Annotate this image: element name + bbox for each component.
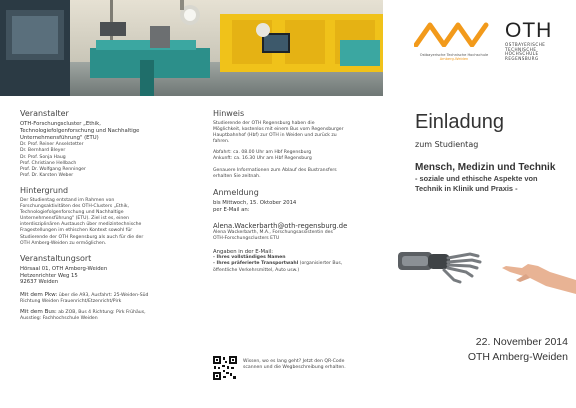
ort-bus-line-1: ab ZOB, Bus 4 Richtung: Pirk Frühäus,: [58, 310, 146, 316]
hinweis-more-1: Genauere Informationen zum Ablauf des Bustransfers: [213, 167, 337, 173]
qr-caption-line-2: scannen und die Wegbeschreibung erhalten.: [243, 365, 346, 371]
qr-caption-line-1: Wissen, wo es lang geht? Jetzt den QR-Code: [243, 359, 345, 364]
hintergrund-line-6: Fragestellungen im ethischen Kontext sowohl für: [20, 228, 133, 234]
oth-r-line-2: TECHNISCHE: [505, 46, 537, 52]
oth-aw-logo-line2: Amberg-Weiden: [439, 57, 469, 62]
center-column: [213, 109, 383, 274]
ort-address-line-2: Hetzenrichter Weg 15: [20, 272, 78, 279]
hinweis-time-1: Abfahrt: ca. 08.00 Uhr am Hbf Regensburg: [213, 150, 312, 156]
hintergrund-line-7: Studierende der OTH Regensburg als auch für die der: [20, 234, 144, 240]
oth-r-line-1: OSTBAYERISCHE: [505, 42, 546, 47]
oth-r-mark: OTH: [505, 19, 553, 42]
event-date: 22. November 2014: [475, 336, 568, 348]
hintergrund-line-4: Unternehmensführung" (ETU). Ziel ist es, einen: [20, 216, 129, 222]
anmeldung-deadline-2: per E-Mail an:: [213, 206, 250, 213]
hintergrund-line-8: OTH Amberg-Weiden zu ermöglichen.: [20, 240, 107, 246]
hintergrund-line-1: Der Studientag entstand im Rahmen von: [20, 197, 115, 203]
ort-pkw-line-1: über die A93, Ausfahrt: 25-Weiden-Süd: [58, 293, 149, 299]
anmeldung-mail-heading: Angaben in der E-Mail:: [213, 248, 274, 255]
oth-r-line-4: REGENSBURG: [505, 55, 539, 61]
veranstalter-org: [20, 121, 198, 141]
oth-aw-logo-line1: Ostbayerische Technische Hochschule: [419, 53, 489, 57]
event-topic: Mensch, Medizin und Technik: [415, 162, 556, 173]
anmeldung-item-2-extra: (organisierter Bus,: [299, 261, 343, 267]
person-4: Prof. Christiane Hellbach: [20, 160, 77, 166]
hinweis-line-4: fahren.: [213, 139, 230, 145]
hinweis-time-2: Ankunft: ca. 16.30 Uhr am Hbf Regensburg: [213, 156, 312, 162]
hinweis-heading: Hinweis: [213, 109, 245, 118]
right-column: [398, 110, 576, 194]
person-2: Dr. Bernhard Bleyer: [20, 148, 66, 154]
anmeldung-deadline: [213, 200, 383, 214]
oth-aw-logo-text: [414, 53, 494, 62]
qr-code[interactable]: [213, 356, 237, 380]
header-photo-operating-room: [0, 0, 383, 96]
anmeldung-heading: Anmeldung: [213, 187, 259, 197]
event-topic-sub: [415, 174, 576, 194]
person-3: Dr. Prof. Sonja Haug: [20, 154, 66, 160]
robot-human-hands-image: [398, 236, 576, 306]
ort-bus-line-2: Ausstieg: Fachhochschule Weiden: [20, 316, 98, 322]
veranstalter-heading: Veranstalter: [20, 109, 69, 118]
hinweis-line-1: Studierende der OTH Regensburg haben die: [213, 121, 315, 126]
anmeldung-item-2: - Ihres präferierte Transportwahl: [213, 261, 299, 267]
hinweis-more: [213, 168, 383, 180]
hinweis-text: [213, 121, 383, 145]
ort-address-line-3: 92637 Weiden: [20, 279, 59, 286]
person-6: Prof. Dr. Karsten Weber: [20, 172, 74, 178]
oth-amberg-weiden-logo: [414, 21, 494, 65]
event-topic-sub-2: Technik in Klinik und Praxis -: [415, 184, 518, 193]
person-5: Prof. Dr. Wolfgang Renninger: [20, 166, 86, 172]
oth-regensburg-logo: [505, 20, 571, 66]
hintergrund-text: [20, 198, 198, 247]
hintergrund-line-2: Forschungsaktivitäten des OTH-Clusters „Ethik,: [20, 204, 129, 210]
veranstalter-org-line-1: OTH-Forschungscluster „Ethik,: [20, 121, 101, 127]
hinweis-times: [213, 150, 383, 162]
veranstalter-people: [20, 142, 198, 179]
oth-r-line-3: HOCHSCHULE: [505, 51, 539, 57]
event-topic-sub-1: - soziale und ethische Aspekte von: [415, 174, 538, 183]
event-place: OTH Amberg-Weiden: [467, 351, 568, 363]
oth-aw-wave-mark: [414, 21, 494, 47]
anmeldung-contact: [213, 230, 383, 242]
ort-bus-label: Mit dem Bus:: [20, 309, 57, 316]
hinweis-line-3: Hauptbahnhof (Hbf) zur OTH in Weiden und zurück zu: [213, 133, 337, 139]
hinweis-more-2: erhalten Sie zeitnah.: [213, 173, 261, 179]
anmeldung-items: [213, 255, 383, 273]
qr-caption: [243, 359, 383, 371]
veranstalter-org-line-3: Unternehmensführung" (ETU): [20, 134, 99, 141]
oth-r-lines: [505, 43, 571, 61]
anmeldung-item-2-extra2: öffentliche Verkehrsmittel, Auto usw.): [213, 267, 300, 273]
hintergrund-heading: Hintergrund: [20, 185, 69, 195]
anmeldung-contact-2: OTH-Forschungsclusters ETU: [213, 236, 280, 242]
hintergrund-line-3: Technologiefolgenforschung und Nachhaltige: [20, 210, 124, 216]
hintergrund-line-5: interdisziplinären Austausch über medizintechnische: [20, 222, 142, 228]
qr-code-icon: [213, 356, 237, 380]
invitation-title: Einladung: [415, 111, 504, 133]
left-column: [20, 109, 198, 322]
event-info: [398, 334, 568, 364]
ort-address-line-1: Hörsaal 01, OTH Amberg-Weiden: [20, 265, 108, 272]
person-1: Dr. Prof. Reiner Anselstetter: [20, 142, 84, 148]
anmeldung-item-1: - Ihres vollständiges Namen: [213, 255, 286, 261]
ort-pkw: [20, 292, 198, 305]
ort-pkw-line-2: Richtung Weiden Frauenricht/Etzenricht/Pirk: [20, 299, 122, 305]
veranstalter-org-line-2: Technologiefolgenforschung und Nachhaltige: [20, 127, 140, 134]
ort-address: [20, 266, 198, 286]
anmeldung-deadline-1: bis Mittwoch, 15. Oktober 2014: [213, 199, 297, 206]
ort-bus: [20, 309, 198, 322]
ort-pkw-label: Mit dem Pkw:: [20, 292, 58, 299]
anmeldung-email[interactable]: Alena.Wackerbarth@oth-regensburg.de: [213, 222, 348, 231]
anmeldung-contact-1: Alena Wackerbarth, M.A., Forschungsassistentin des: [213, 230, 333, 236]
ort-heading: Veranstaltungsort: [20, 253, 92, 263]
hinweis-line-2: Möglichkeit, kostenlos mit einem Bus vom Regensburger: [213, 127, 344, 133]
invitation-subtitle: zum Studientag: [415, 140, 479, 149]
